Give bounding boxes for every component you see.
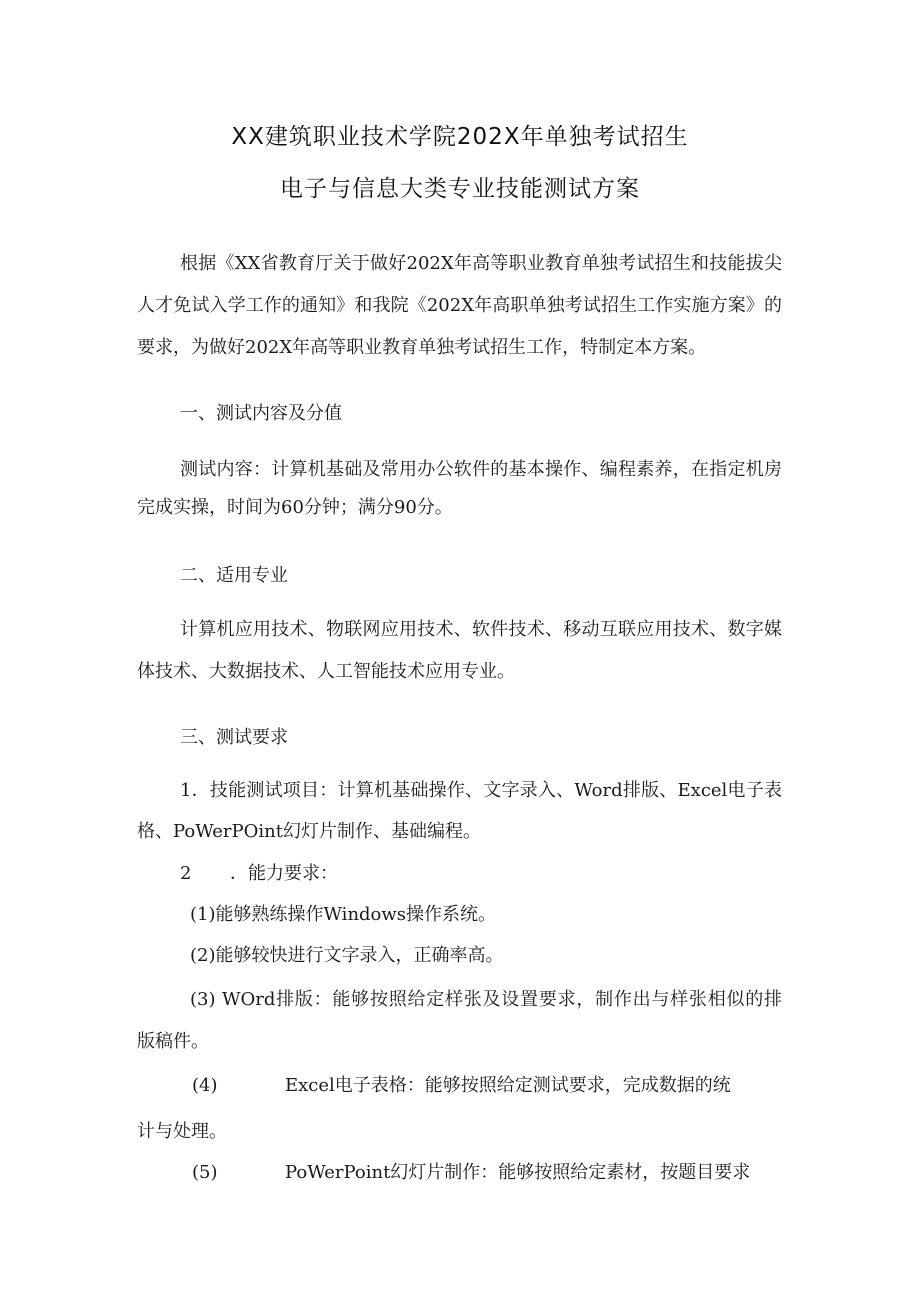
sub-item-4-text: Excel电子表格：能够按照给定测试要求，完成数据的统 xyxy=(285,1075,731,1096)
sub-item-4-number: (4) xyxy=(192,1075,218,1096)
section-2-line-2: 体技术、大数据技术、人工智能技术应用专业。 xyxy=(137,661,515,682)
intro-line-3: 要求，为做好202X年高等职业教育单独考试招生工作，特制定本方案。 xyxy=(137,337,707,358)
section-2-heading: 二、适用专业 xyxy=(180,565,288,586)
sub-item-2: (2)能够较快进行文字录入，正确率高。 xyxy=(190,945,504,966)
item-2-number: 2 xyxy=(180,863,192,884)
sub-item-3-line-2: 版稿件。 xyxy=(137,1031,209,1052)
section-1-line-1: 测试内容：计算机基础及常用办公软件的基本操作、编程素养，在指定机房 xyxy=(180,459,782,480)
item-1-line-1: 1．技能测试项目：计算机基础操作、文字录入、Word排版、Excel电子表 xyxy=(180,780,782,801)
sub-item-5-number: (5) xyxy=(192,1162,218,1183)
section-2-line-1: 计算机应用技术、物联网应用技术、软件技术、移动互联应用技术、数字媒 xyxy=(180,619,782,640)
item-2-text: ．能力要求： xyxy=(230,863,338,884)
document-title-line-1: XX建筑职业技术学院202X年单独考试招生 xyxy=(231,124,689,150)
section-1-line-2: 完成实操，时间为60分钟；满分90分。 xyxy=(137,497,453,518)
intro-line-1: 根据《XX省教育厅关于做好202X年高等职业教育单独考试招生和技能拔尖 xyxy=(180,253,782,274)
sub-item-1: (1)能够熟练操作Windows操作系统。 xyxy=(190,904,497,925)
sub-item-4-continuation: 计与处理。 xyxy=(137,1121,227,1142)
item-1-line-2: 格、PoWerPOint幻灯片制作、基础编程。 xyxy=(137,821,481,842)
section-3-heading: 三、测试要求 xyxy=(180,727,288,748)
section-1-heading: 一、测试内容及分值 xyxy=(180,403,342,424)
sub-item-3-line-1: (3) WOrd排版：能够按照给定样张及设置要求，制作出与样张相似的排 xyxy=(190,989,782,1010)
intro-line-2: 人才免试入学工作的通知》和我院《202X年高职单独考试招生工作实施方案》的 xyxy=(137,295,782,316)
document-title-line-2: 电子与信息大类专业技能测试方案 xyxy=(280,176,640,202)
sub-item-5-text: PoWerPoint幻灯片制作：能够按照给定素材，按题目要求 xyxy=(285,1162,751,1183)
